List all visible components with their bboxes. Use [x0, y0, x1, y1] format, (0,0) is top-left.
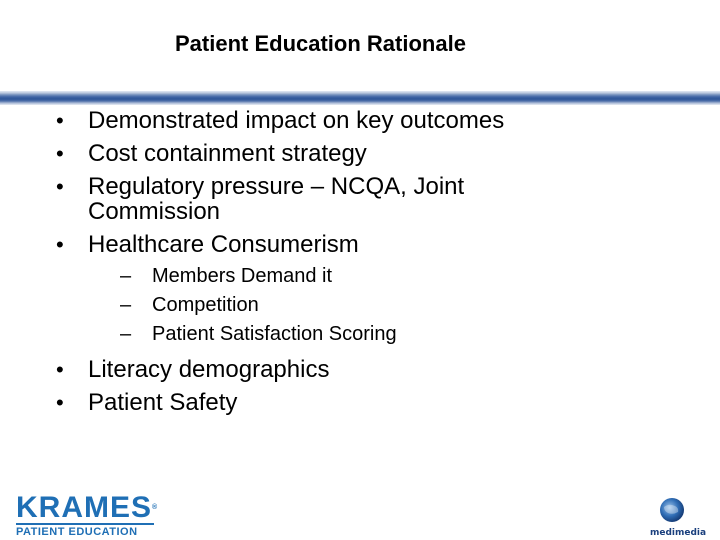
krames-logo-subtitle: PATIENT EDUCATION [16, 526, 138, 538]
bullet-item [56, 390, 616, 415]
medimedia-logo [650, 495, 707, 538]
medimedia-wordmark: medimedia [650, 528, 707, 538]
bullet-text: Literacy demographics [88, 356, 330, 383]
bullet-item [56, 232, 616, 257]
sub-bullet-marker: – [120, 265, 132, 287]
bullet-item [56, 141, 616, 166]
sub-bullet-marker: – [120, 294, 132, 316]
bullet-item [56, 174, 528, 224]
sub-bullet-text: Competition [152, 294, 259, 316]
bullet-marker: • [56, 108, 64, 133]
bullet-text: Patient Safety [88, 389, 238, 416]
bullet-marker: • [56, 390, 64, 415]
bullet-text: Cost containment strategy [88, 140, 367, 167]
sub-bullet-text: Members Demand it [152, 265, 333, 287]
slide-title: Patient Education Rationale [175, 31, 466, 56]
bullet-marker: • [56, 174, 64, 199]
bullet-marker: • [56, 232, 64, 257]
krames-wordmark: KRAMES® [16, 491, 159, 524]
bullet-item [56, 108, 616, 133]
bullet-text: Healthcare Consumerism [88, 231, 359, 258]
sub-bullet-list [120, 265, 616, 345]
bullet-marker: • [56, 141, 64, 166]
bullet-item [56, 357, 616, 382]
sub-bullet-item [120, 323, 616, 345]
sub-bullet-item [120, 294, 616, 316]
krames-logo [16, 493, 158, 538]
title-divider-bar [0, 91, 720, 105]
bullet-text: Regulatory pressure – NCQA, Joint Commission [88, 173, 465, 225]
sub-bullet-item [120, 265, 616, 287]
globe-icon [657, 495, 687, 523]
sub-bullet-text: Patient Satisfaction Scoring [152, 323, 397, 345]
bullet-text: Demonstrated impact on key outcomes [88, 107, 505, 134]
sub-bullet-marker: – [120, 323, 132, 345]
bullet-marker: • [56, 357, 64, 382]
bullet-list [56, 108, 616, 415]
